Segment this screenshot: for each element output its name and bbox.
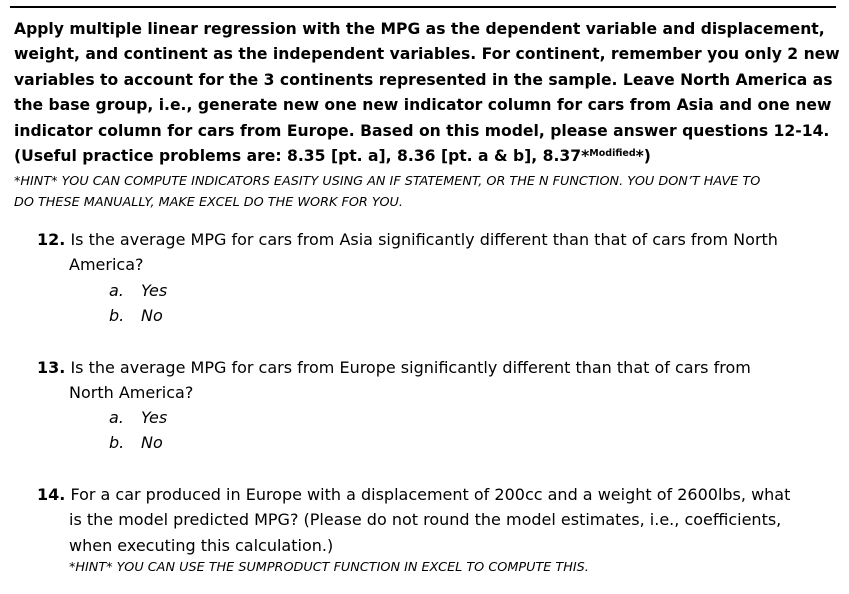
question-text: For a car produced in Europe with a displacement of 200cc and a weight of 2600lbs, what xyxy=(70,485,791,504)
option-letter: a. xyxy=(109,408,124,427)
question-text: Is the average MPG for cars from Asia significantly different than that of cars from North xyxy=(70,230,778,249)
question-12 xyxy=(37,227,837,278)
instructions-line: the base group, i.e., generate new one new indicator column for cars from Asia and one new xyxy=(14,96,832,115)
option-text: No xyxy=(141,306,163,325)
practice-problems-close: *) xyxy=(635,147,651,166)
option-letter: b. xyxy=(109,306,125,325)
option-letter: b. xyxy=(109,433,125,452)
question-text-continued: is the model predicted MPG? (Please do not round the model estimates, i.e., coefficients, xyxy=(69,510,782,530)
question-12-option-a[interactable] xyxy=(109,279,167,303)
question-text-continued: North America? xyxy=(69,383,194,403)
option-letter: a. xyxy=(109,281,124,300)
question-text-continued: America? xyxy=(69,255,144,275)
question-number: 12. xyxy=(37,230,66,249)
option-text: No xyxy=(141,433,163,452)
question-number: 14. xyxy=(37,485,66,504)
top-rule xyxy=(10,6,836,8)
question-13-option-a[interactable] xyxy=(109,406,167,430)
hint-sumproduct: *HINT* YOU CAN USE THE SUMPRODUCT FUNCTION IN EXCEL TO COMPUTE THIS. xyxy=(69,560,589,575)
instructions-line: indicator column for cars from Europe. Based on this model, please answer questions 12-14. xyxy=(14,121,830,140)
option-text: Yes xyxy=(141,281,168,300)
question-number: 13. xyxy=(37,358,66,377)
option-text: Yes xyxy=(141,408,168,427)
question-12-option-b[interactable] xyxy=(109,304,163,328)
question-text-continued: when executing this calculation.) xyxy=(69,535,334,555)
question-14 xyxy=(37,482,837,558)
instructions-line: weight, and continent as the independent variables. For continent, remember you only 2 new xyxy=(14,45,840,64)
practice-problems-text: (Useful practice problems are: 8.35 [pt. a], 8.36 [pt. a & b], 8.37* xyxy=(14,147,590,166)
hint-indicators xyxy=(14,172,840,213)
instructions-paragraph xyxy=(14,17,840,169)
hint-line: DO THESE MANUALLY, MAKE EXCEL DO THE WORK FOR YOU. xyxy=(14,194,403,210)
instructions-line xyxy=(14,144,840,169)
instructions-line: variables to account for the 3 continents represented in the sample. Leave North America as xyxy=(14,70,833,89)
instructions-line: Apply multiple linear regression with the MPG as the dependent variable and displacement, xyxy=(14,20,825,38)
question-text: Is the average MPG for cars from Europe significantly different than that of cars from xyxy=(70,358,751,377)
question-13-option-b[interactable] xyxy=(109,431,163,455)
modified-superscript: Modified xyxy=(589,148,636,160)
question-13 xyxy=(37,355,837,406)
hint-line: *HINT* YOU CAN COMPUTE INDICATORS EASITY USING AN IF STATEMENT, OR THE N FUNCTION. YOU DON’T HAVE TO xyxy=(14,174,761,189)
